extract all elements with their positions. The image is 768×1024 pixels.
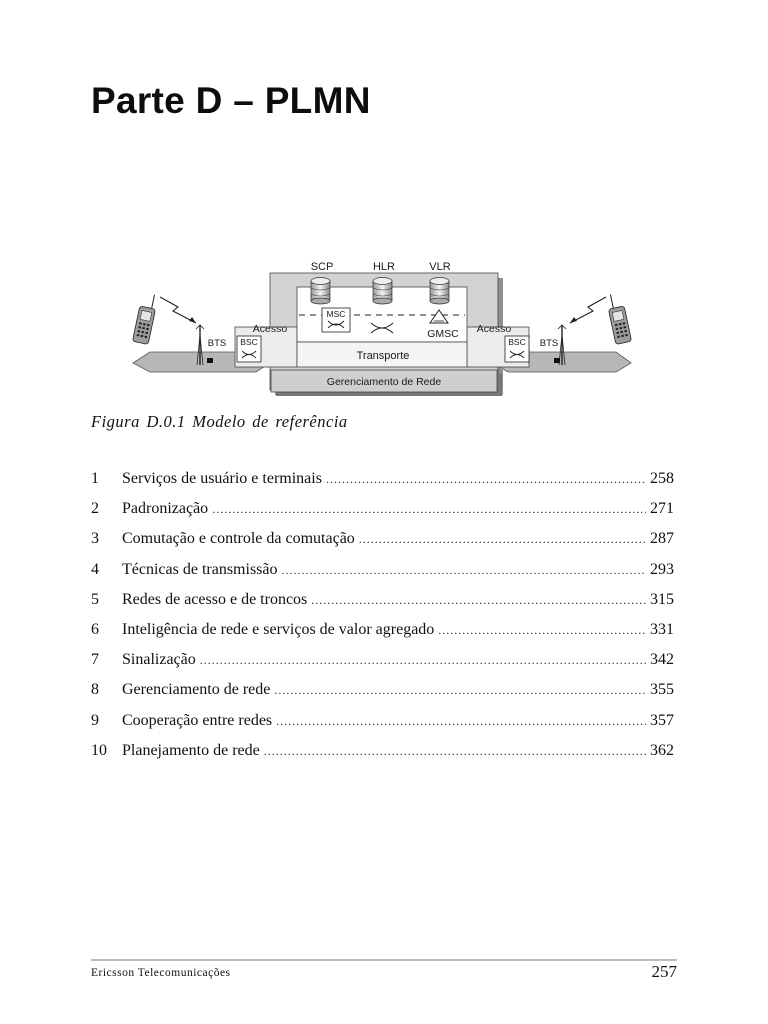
bts-left-label: BTS xyxy=(207,338,227,349)
toc-item[interactable] xyxy=(91,561,674,591)
toc-label: Gerenciamento de rede xyxy=(122,681,271,699)
toc-item[interactable] xyxy=(91,651,674,681)
toc-item[interactable] xyxy=(91,500,674,530)
toc-number: 4 xyxy=(91,560,99,578)
toc-leader xyxy=(274,683,646,698)
toc-number: 5 xyxy=(91,590,99,608)
toc-page: 357 xyxy=(650,711,674,729)
toc-page: 287 xyxy=(650,530,674,548)
toc-number: 1 xyxy=(91,470,99,487)
footer-publisher: Ericsson Telecomunicações xyxy=(91,967,231,979)
toc-page: 315 xyxy=(650,590,674,608)
toc-number: 9 xyxy=(91,711,99,729)
toc-leader xyxy=(212,502,646,517)
toc-page: 331 xyxy=(650,620,674,638)
toc-leader xyxy=(311,593,646,608)
toc-leader xyxy=(276,714,646,729)
toc-leader xyxy=(438,623,646,638)
toc-page: 271 xyxy=(650,500,674,518)
acesso-left-label: Acesso xyxy=(252,323,288,335)
toc-item[interactable] xyxy=(91,470,674,500)
toc-leader xyxy=(282,563,647,578)
reference-model-figure xyxy=(128,255,638,415)
toc-label: Redes de acesso e de troncos xyxy=(122,590,308,608)
footer-page-number: 257 xyxy=(651,962,677,981)
toc-label: Planejamento de rede xyxy=(122,741,260,759)
mobile-phone-right-icon xyxy=(606,292,632,344)
toc-page: 258 xyxy=(650,470,674,487)
acesso-right-label: Acesso xyxy=(476,323,512,335)
table-of-contents xyxy=(91,470,674,772)
toc-label: Sinalização xyxy=(122,651,196,669)
hlr-database-icon xyxy=(373,278,392,305)
toc-label: Padronização xyxy=(122,500,209,518)
toc-leader xyxy=(200,653,646,668)
toc-number: 7 xyxy=(91,651,99,669)
toc-label: Cooperação entre redes xyxy=(122,711,273,729)
toc-item[interactable] xyxy=(91,712,674,742)
toc-page: 362 xyxy=(650,741,674,759)
bts-right-label: BTS xyxy=(539,338,559,349)
footer-divider xyxy=(91,959,677,961)
page-title: Parte D – PLMN xyxy=(91,80,371,121)
toc-item[interactable] xyxy=(91,621,674,651)
toc-label: Inteligência de rede e serviços de valor agregado xyxy=(122,620,435,638)
toc-leader xyxy=(264,744,646,759)
gerenciamento-label: Gerenciamento de Rede xyxy=(326,376,442,388)
toc-label: Serviços de usuário e terminais xyxy=(122,470,322,487)
toc-item[interactable] xyxy=(91,681,674,711)
toc-label: Comutação e controle da comutação xyxy=(122,530,355,548)
msc-label: MSC xyxy=(326,309,346,319)
toc-number: 6 xyxy=(91,620,99,638)
toc-leader xyxy=(359,532,646,547)
toc-leader xyxy=(326,472,646,487)
mobile-phone-left-icon xyxy=(132,292,158,344)
toc-label: Técnicas de transmissão xyxy=(122,560,278,578)
bsc-right-label: BSC xyxy=(508,337,526,347)
scp-label: SCP xyxy=(310,261,334,273)
hlr-label: HLR xyxy=(372,261,396,273)
transporte-label: Transporte xyxy=(356,350,410,362)
scp-database-icon xyxy=(311,278,330,305)
toc-number: 2 xyxy=(91,500,99,518)
toc-page: 342 xyxy=(650,651,674,669)
toc-page: 293 xyxy=(650,560,674,578)
bsc-left-label: BSC xyxy=(240,337,258,347)
vlr-database-icon xyxy=(430,278,449,305)
vlr-label: VLR xyxy=(429,261,451,273)
gmsc-label: GMSC xyxy=(427,328,459,340)
toc-number: 10 xyxy=(91,741,107,759)
toc-number: 8 xyxy=(91,681,99,699)
radio-link-left-icon xyxy=(160,297,196,323)
figure-caption: Figura D.0.1 Modelo de referência xyxy=(91,412,348,431)
toc-item[interactable] xyxy=(91,742,674,772)
toc-number: 3 xyxy=(91,530,99,548)
radio-link-right-icon xyxy=(570,297,606,323)
toc-item[interactable] xyxy=(91,591,674,621)
toc-page: 355 xyxy=(650,681,674,699)
toc-item[interactable] xyxy=(91,530,674,560)
